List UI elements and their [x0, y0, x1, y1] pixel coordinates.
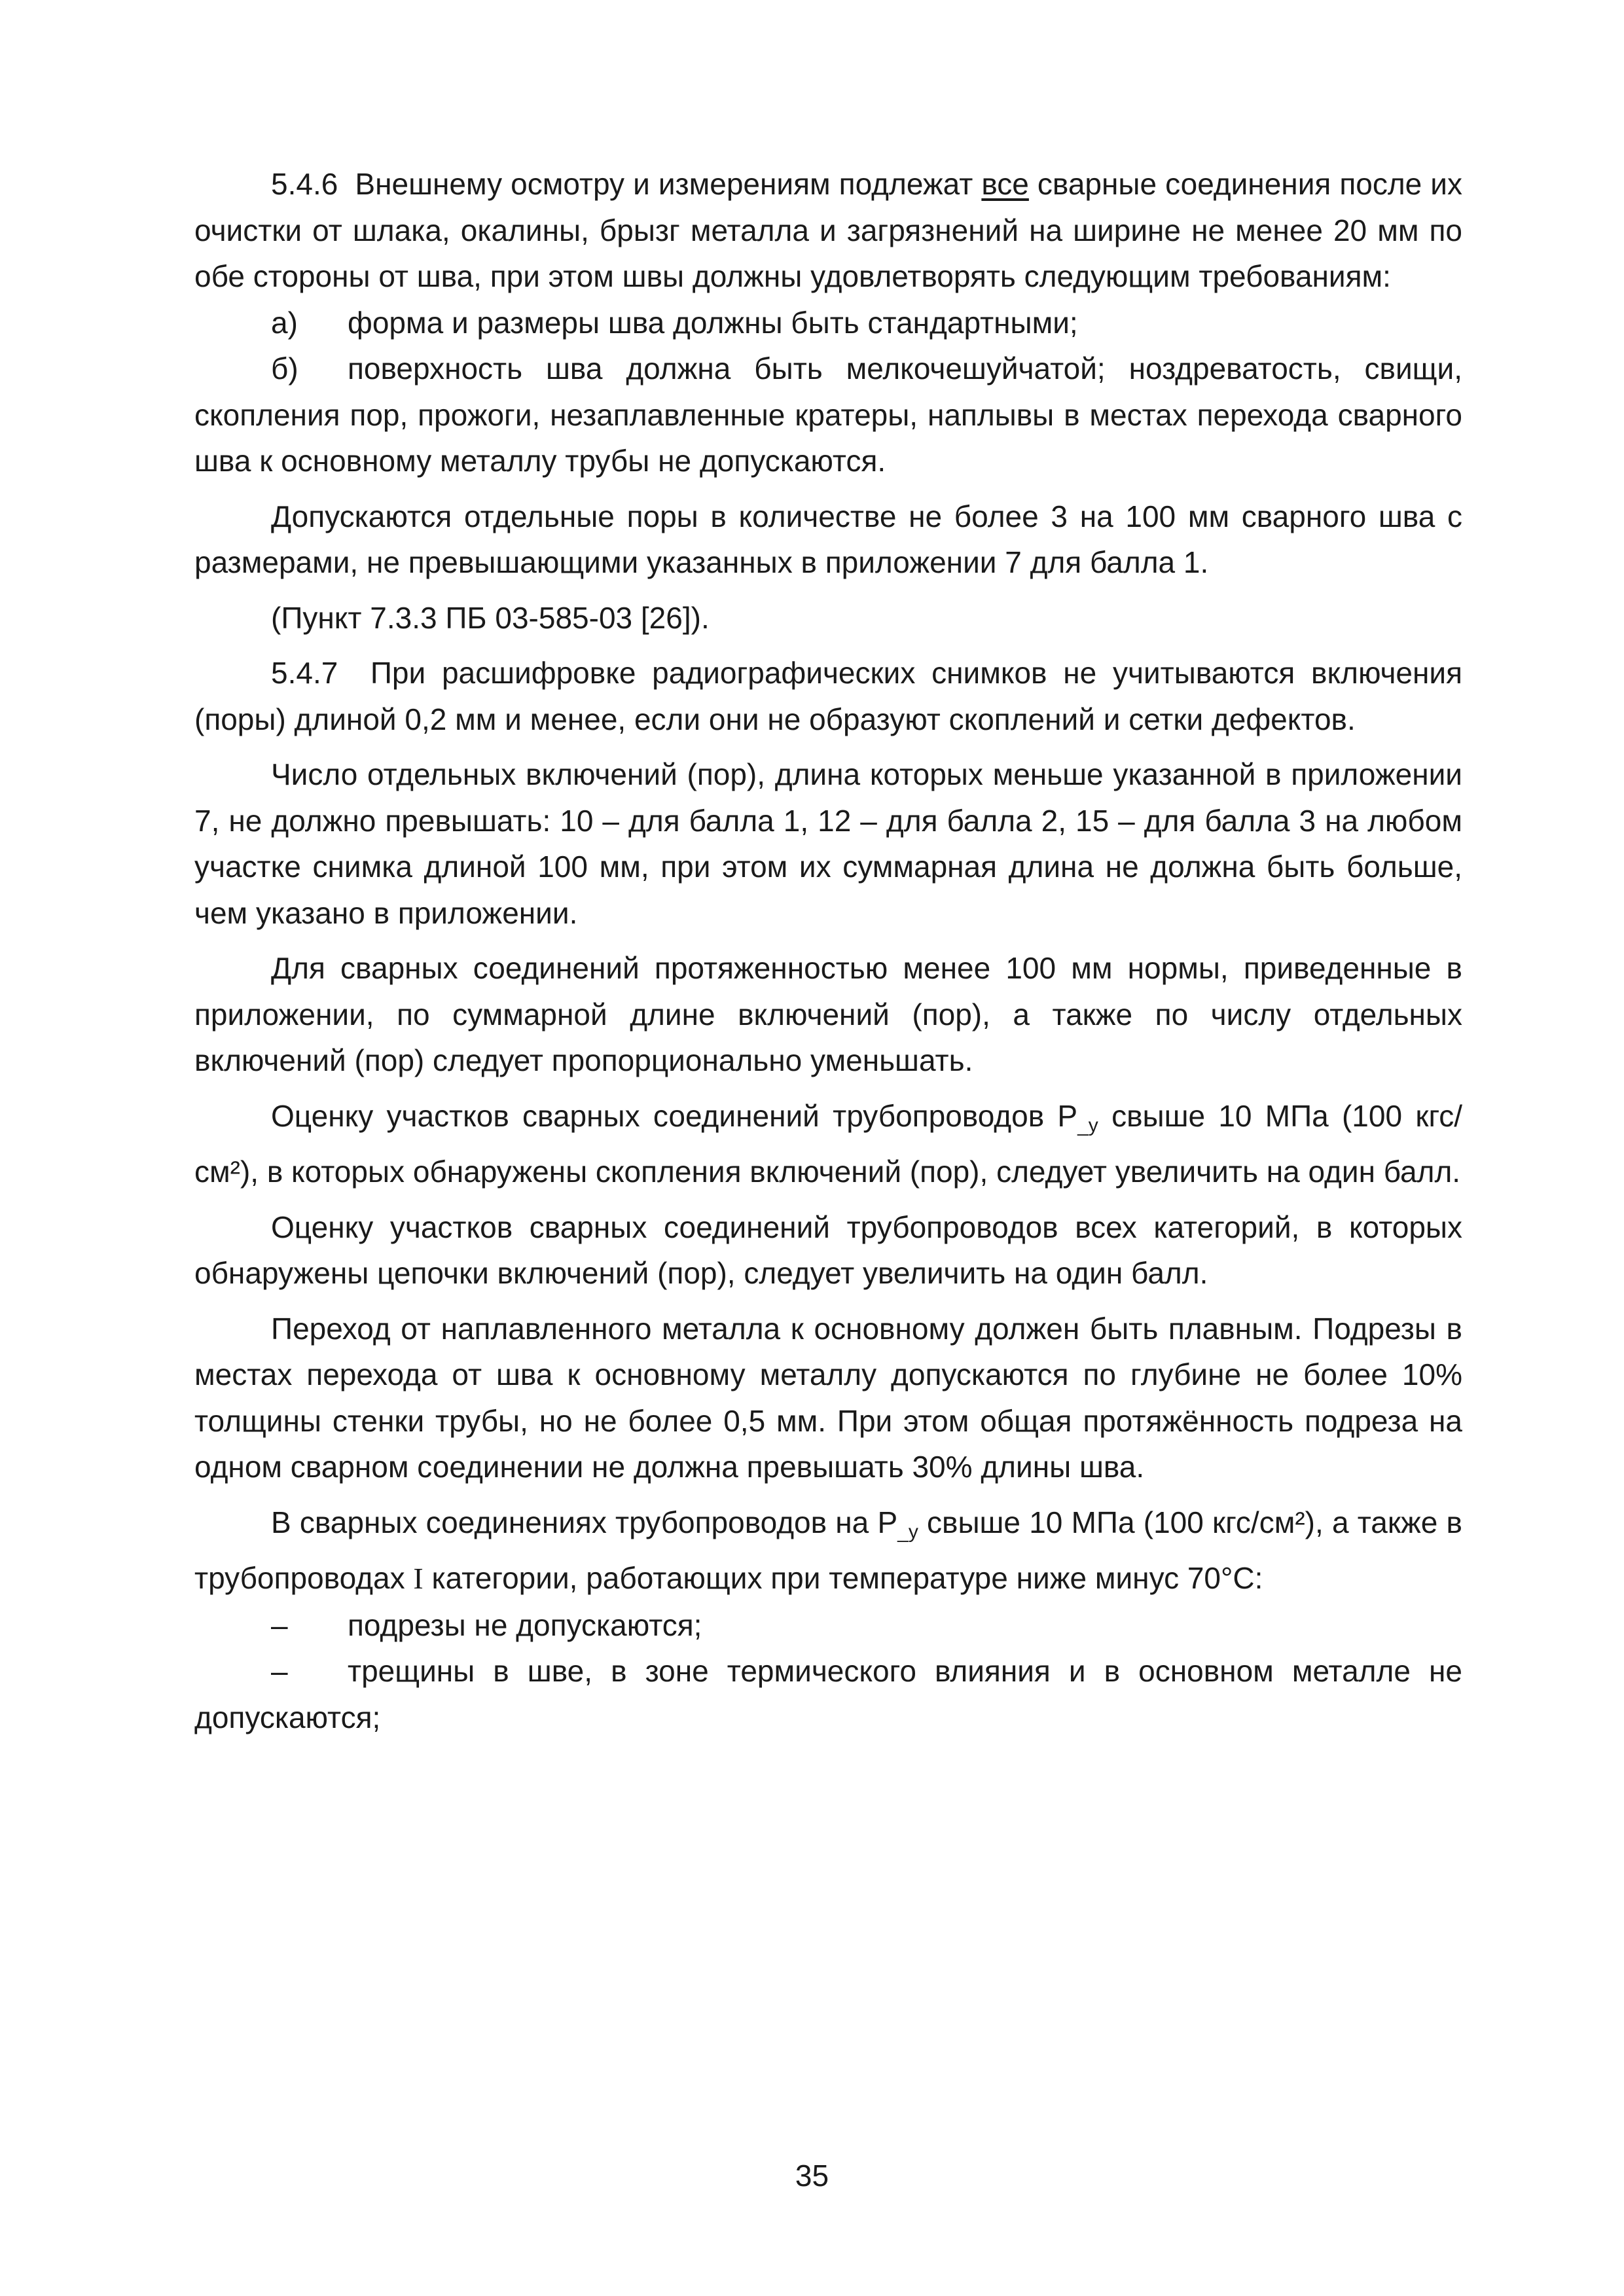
- paragraph-allowed-pores: Допускаются отдельные поры в количестве не более 3 на 100 мм сварного шва с размерами, не превышающими указанных в приложении 7 для балла 1.: [194, 499, 1462, 579]
- paragraph-5-4-7: [194, 650, 1462, 742]
- roman-numeral: I: [413, 1562, 424, 1595]
- clause-text: При расшифровке радиографических снимков не учитываются включения (поры) длиной 0,2 мм и менее, если они не образуют скоплений и сетки дефектов.: [194, 656, 1462, 736]
- text-segment: категории, работающих при температуре ниже минус 70°С:: [423, 1561, 1263, 1595]
- paragraph-reference: (Пункт 7.3.3 ПБ 03-585-03 [26]).: [271, 600, 710, 635]
- page-number: 35: [795, 2159, 829, 2193]
- dash-marker: –: [271, 1607, 288, 1642]
- dash-marker: –: [271, 1654, 288, 1688]
- paragraph-transition: Переход от наплавленного металла к основному должен быть плавным. Подрезы в местах перехода от шва к основному металлу допускаются по глубине не более 10% толщины стенки трубы, но не более 0,5 мм. При этом общая протяжённость подреза на одном сварном соединении не должна превышать 30% длины шва.: [194, 1311, 1462, 1484]
- underlined-word: все: [981, 167, 1029, 201]
- paragraph-evaluation-clusters: [194, 1093, 1462, 1195]
- dash-item-text: подрезы не допускаются;: [348, 1607, 702, 1642]
- dash-item-cracks: [194, 1648, 1462, 1740]
- list-item-text: поверхность шва должна быть мелкочешуйчатой; ноздреватость, свищи, скопления пор, прожоги, незаплавленные кратеры, наплывы в местах перехода сварного шва к основному металлу трубы не допускаются.: [194, 351, 1462, 478]
- text-segment: Оценку участков сварных соединений трубопроводов Р: [271, 1098, 1078, 1133]
- document-body: [194, 161, 1462, 1740]
- subscript: _у: [897, 1520, 918, 1543]
- list-item-b: [194, 346, 1462, 484]
- clause-text-continued: сварные соединения после их очистки от шлака, окалины, брызг металла и загрязнений на ширине не менее 20 мм по обе стороны от шва, при этом швы должны удовлетворять следующим требованиям:: [194, 167, 1462, 293]
- list-item-text: форма и размеры шва должны быть стандартными;: [348, 305, 1078, 340]
- text-segment: В сварных соединениях трубопроводов на Р: [271, 1505, 898, 1539]
- subscript: _у: [1077, 1114, 1098, 1136]
- list-marker: б): [271, 351, 298, 386]
- clause-number: 5.4.7: [271, 656, 338, 690]
- paragraph-welded-joints: [194, 1499, 1462, 1602]
- clause-text: Внешнему осмотру и измерениям подлежат: [355, 167, 982, 201]
- paragraph-5-4-6: [194, 161, 1462, 300]
- dash-item-text: трещины в шве, в зоне термического влияния и в основном металле не допускаются;: [194, 1654, 1462, 1734]
- list-marker: а): [271, 305, 298, 340]
- paragraph-short-joints: Для сварных соединений протяженностью менее 100 мм нормы, приведенные в приложении, по суммарной длине включений (пор), а также по числу отдельных включений (пор) следует пропорционально уменьшать.: [194, 951, 1462, 1077]
- dash-item-undercuts: [194, 1602, 1462, 1649]
- paragraph-inclusion-count: Число отдельных включений (пор), длина которых меньше указанной в приложении 7, не должно превышать: 10 – для балла 1, 12 – для балла 2, 15 – для балла 3 на любом участке снимка длиной 100 мм, при этом их суммарная длина не должна быть больше, чем указано в приложении.: [194, 757, 1462, 930]
- clause-number: 5.4.6: [271, 167, 338, 201]
- text-segment: свыше 10 МПа (100 кгс/см²), в которых обнаружены скопления включений (пор), следует увеличить на один балл.: [194, 1098, 1462, 1189]
- text-segment: свыше 10 МПа (100 кгс/см²), а также в трубопроводах: [194, 1505, 1462, 1595]
- paragraph-evaluation-chains: Оценку участков сварных соединений трубопроводов всех категорий, в которых обнаружены цепочки включений (пор), следует увеличить на один балл.: [194, 1210, 1462, 1290]
- list-item-a: [194, 300, 1462, 346]
